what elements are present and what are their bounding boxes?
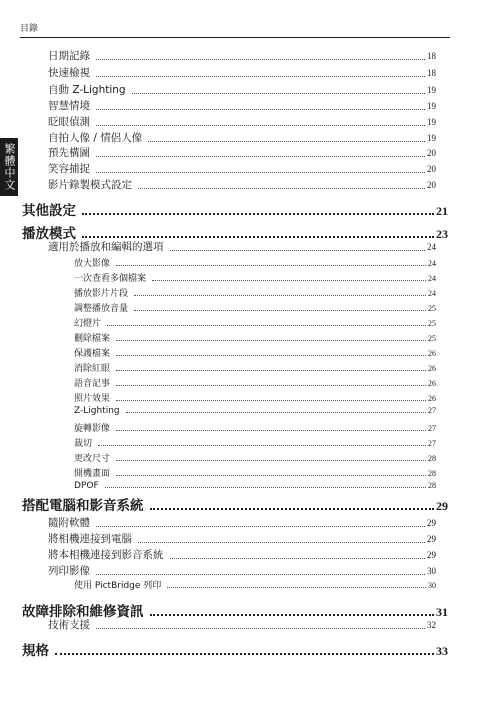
toc-entry-label: 一次查看多個檔案 bbox=[74, 274, 147, 284]
toc-entry-label: 眨眼偵測 bbox=[48, 116, 90, 128]
toc-entry-page-number: 18 bbox=[427, 51, 436, 61]
dot-leader bbox=[96, 171, 425, 173]
dot-leader bbox=[170, 557, 426, 559]
dot-leader bbox=[55, 651, 434, 655]
toc-entry bbox=[74, 271, 436, 284]
toc-entry-label: 規格 bbox=[22, 643, 49, 659]
dot-leader bbox=[98, 444, 426, 446]
header-divider bbox=[20, 37, 450, 38]
dot-leader bbox=[96, 627, 425, 629]
toc-entry bbox=[48, 547, 436, 562]
page-header-title: 目錄 bbox=[20, 24, 39, 34]
toc-entry-label: 將本相機連接到影音系統 bbox=[48, 549, 164, 561]
toc-entry bbox=[74, 451, 436, 464]
toc-entry-label: 自拍人像 / 情侶人像 bbox=[48, 132, 143, 144]
toc-entry-page-number: 28 bbox=[428, 469, 436, 478]
toc-entry-label: 快速檢視 bbox=[48, 67, 90, 79]
toc-entry-page-number: 21 bbox=[436, 204, 448, 218]
dot-leader bbox=[134, 309, 426, 311]
dot-leader bbox=[132, 92, 425, 94]
toc-entry bbox=[48, 145, 436, 160]
toc-entry bbox=[74, 346, 436, 359]
toc-entry-label: 幻燈片 bbox=[74, 319, 102, 329]
toc-entry-page-number: 26 bbox=[428, 349, 436, 358]
dot-leader bbox=[116, 429, 426, 431]
dot-leader bbox=[170, 249, 426, 251]
toc-entry-label: 智慧情境 bbox=[48, 100, 90, 112]
dot-leader bbox=[126, 411, 426, 413]
toc-entry-label: 隨附軟體 bbox=[48, 517, 90, 529]
toc-entry-label: 開機畫面 bbox=[74, 469, 111, 479]
dot-leader bbox=[150, 612, 435, 616]
dot-leader bbox=[96, 108, 425, 110]
toc-entry-page-number: 28 bbox=[428, 454, 436, 463]
toc-entry bbox=[74, 578, 436, 591]
dot-leader bbox=[82, 211, 434, 215]
dot-leader bbox=[167, 586, 426, 588]
toc-entry-label: 播放影片片段 bbox=[74, 289, 129, 299]
toc-entry-page-number: 24 bbox=[428, 274, 436, 283]
toc-entry bbox=[74, 391, 436, 404]
toc-entry-page-number: 24 bbox=[427, 242, 436, 252]
toc-entry-label: 影片錄製模式設定 bbox=[48, 179, 132, 191]
toc-entry-page-number: 27 bbox=[428, 406, 436, 415]
toc-entry-label: 搭配電腦和影音系統 bbox=[22, 498, 144, 514]
toc-entry-page-number: 29 bbox=[436, 499, 448, 513]
dot-leader bbox=[134, 294, 426, 296]
toc-entry bbox=[74, 256, 436, 269]
toc-entry-page-number: 28 bbox=[428, 481, 436, 490]
toc-entry bbox=[74, 301, 436, 314]
toc-entry-page-number: 19 bbox=[427, 133, 436, 143]
toc-entry bbox=[74, 466, 436, 479]
toc-entry-page-number: 25 bbox=[428, 304, 436, 313]
dot-leader bbox=[152, 279, 426, 281]
toc-entry-page-number: 19 bbox=[427, 101, 436, 111]
toc-entry bbox=[48, 65, 436, 80]
toc-entry-page-number: 18 bbox=[427, 68, 436, 78]
toc-entry-label: 使用 PictBridge 列印 bbox=[74, 581, 162, 591]
toc-entry bbox=[48, 161, 436, 176]
dot-leader bbox=[138, 187, 425, 189]
toc-entry-page-number: 32 bbox=[427, 620, 436, 630]
toc-entry-label: 刪除檔案 bbox=[74, 334, 111, 344]
toc-entry bbox=[48, 617, 436, 632]
toc-entry-page-number: 25 bbox=[428, 334, 436, 343]
language-side-tab bbox=[0, 138, 18, 196]
toc-entry-label: 語音記事 bbox=[74, 379, 111, 389]
toc-entry bbox=[74, 421, 436, 434]
toc-entry-label: 自動 Z-Lighting bbox=[48, 84, 126, 96]
toc-entry bbox=[74, 316, 436, 329]
toc-entry bbox=[74, 331, 436, 344]
toc-entry-label: 將相機連接到電腦 bbox=[48, 533, 132, 545]
toc-entry-label: 播放模式 bbox=[22, 226, 76, 242]
toc-entry-label: 適用於播放和編輯的選項 bbox=[48, 241, 164, 253]
toc-entry-label: DPOF bbox=[74, 481, 99, 491]
toc-entry bbox=[48, 82, 436, 97]
toc-entry-page-number: 27 bbox=[428, 424, 436, 433]
toc-entry-page-number: 26 bbox=[428, 394, 436, 403]
toc-entry-label: 日期記錄 bbox=[48, 50, 90, 62]
dot-leader bbox=[96, 75, 425, 77]
dot-leader bbox=[116, 399, 426, 401]
toc-entry bbox=[74, 376, 436, 389]
dot-leader bbox=[107, 324, 426, 326]
toc-entry bbox=[48, 130, 436, 145]
toc-entry-label: 保護檔案 bbox=[74, 349, 111, 359]
toc-entry-page-number: 27 bbox=[428, 439, 436, 448]
toc-entry-label: Z-Lighting bbox=[74, 406, 120, 416]
toc-entry-label: 笑容捕捉 bbox=[48, 163, 90, 175]
toc-entry bbox=[48, 239, 436, 254]
toc-entry bbox=[74, 406, 436, 416]
toc-entry bbox=[48, 114, 436, 129]
toc-entry-page-number: 29 bbox=[427, 550, 436, 560]
toc-entry bbox=[48, 563, 436, 578]
toc-entry-label: 放大影像 bbox=[74, 259, 111, 269]
toc-entry bbox=[22, 494, 448, 514]
dot-leader bbox=[96, 525, 425, 527]
toc-entry-label: 更改尺寸 bbox=[74, 454, 111, 464]
toc-entry-label: 技術支援 bbox=[48, 619, 90, 631]
toc-entry-page-number: 30 bbox=[427, 566, 436, 576]
dot-leader bbox=[96, 155, 425, 157]
toc-entry-label: 列印影像 bbox=[48, 565, 90, 577]
toc-entry-label: 照片效果 bbox=[74, 394, 111, 404]
toc-entry-page-number: 23 bbox=[436, 227, 448, 241]
toc-entry-page-number: 24 bbox=[428, 259, 436, 268]
toc-entry-label: 消除紅眼 bbox=[74, 364, 111, 374]
toc-entry-page-number: 24 bbox=[428, 289, 436, 298]
toc-entry-label: 預先構圖 bbox=[48, 147, 90, 159]
dot-leader bbox=[138, 541, 425, 543]
toc-entry bbox=[48, 515, 436, 530]
dot-leader bbox=[96, 58, 425, 60]
toc-entry-page-number: 26 bbox=[428, 364, 436, 373]
toc-entry-page-number: 26 bbox=[428, 379, 436, 388]
dot-leader bbox=[116, 459, 426, 461]
toc-entry-label: 故障排除和維修資訊 bbox=[22, 604, 144, 620]
toc-entry bbox=[22, 639, 448, 659]
toc-entry bbox=[74, 481, 436, 491]
toc-entry bbox=[74, 436, 436, 449]
toc-entry-page-number: 29 bbox=[427, 518, 436, 528]
dot-leader bbox=[148, 140, 425, 142]
toc-entry-label: 旋轉影像 bbox=[74, 424, 111, 434]
dot-leader bbox=[116, 264, 426, 266]
toc-entry bbox=[74, 361, 436, 374]
dot-leader bbox=[96, 573, 425, 575]
toc-entry-page-number: 33 bbox=[436, 644, 448, 658]
toc-entry bbox=[74, 286, 436, 299]
toc-entry-label: 調整播放音量 bbox=[74, 304, 129, 314]
toc-entry-page-number: 31 bbox=[436, 605, 448, 619]
dot-leader bbox=[82, 234, 434, 238]
dot-leader bbox=[116, 474, 426, 476]
toc-entry bbox=[48, 98, 436, 113]
toc-entry bbox=[48, 531, 436, 546]
language-tab-label: 繁體中文 bbox=[3, 143, 16, 191]
toc-entry bbox=[48, 177, 436, 192]
dot-leader bbox=[116, 339, 426, 341]
dot-leader bbox=[116, 384, 426, 386]
toc-entry-label: 其他設定 bbox=[22, 203, 76, 219]
dot-leader bbox=[116, 354, 426, 356]
dot-leader bbox=[150, 506, 435, 510]
toc-entry-page-number: 30 bbox=[428, 581, 436, 590]
toc-entry bbox=[22, 199, 448, 219]
dot-leader bbox=[105, 486, 426, 488]
toc-entry-page-number: 20 bbox=[427, 180, 436, 190]
dot-leader bbox=[116, 369, 426, 371]
toc-entry-page-number: 19 bbox=[427, 85, 436, 95]
toc-entry-page-number: 25 bbox=[428, 319, 436, 328]
toc-entry-label: 裁切 bbox=[74, 439, 93, 449]
toc-entry-page-number: 29 bbox=[427, 534, 436, 544]
toc-entry-page-number: 20 bbox=[427, 164, 436, 174]
toc-entry bbox=[48, 48, 436, 63]
toc-entry-page-number: 19 bbox=[427, 117, 436, 127]
dot-leader bbox=[96, 124, 425, 126]
toc-entry-page-number: 20 bbox=[427, 148, 436, 158]
